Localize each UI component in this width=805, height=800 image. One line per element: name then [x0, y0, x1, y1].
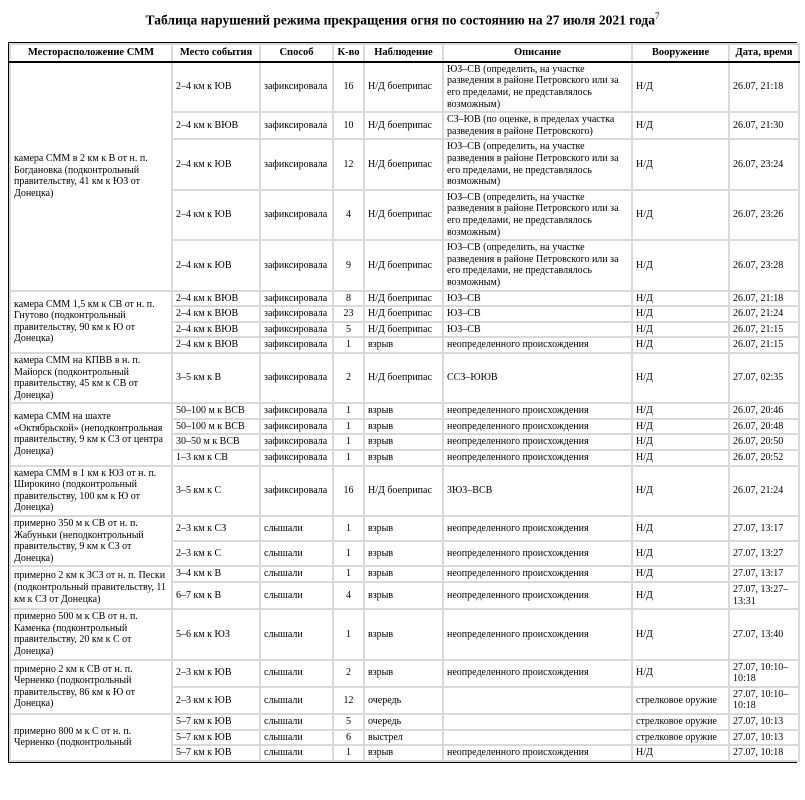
count-cell: 16	[333, 62, 364, 112]
observation-cell: взрыв	[364, 660, 443, 687]
weapon-cell: Н/Д	[632, 434, 729, 450]
table-row	[10, 714, 799, 730]
observation-cell: взрыв	[364, 566, 443, 582]
observation-cell: взрыв	[364, 609, 443, 659]
method-cell: зафиксировала	[260, 450, 333, 466]
observation-cell: Н/Д боеприпас	[364, 306, 443, 322]
table-row	[10, 609, 799, 659]
place-cell: 2–3 км к С	[172, 541, 260, 566]
observation-cell: очередь	[364, 687, 443, 714]
datetime-cell: 26.07, 20:52	[729, 450, 799, 466]
datetime-cell: 26.07, 23:28	[729, 240, 799, 290]
description-cell: неопределенного происхождения	[443, 434, 632, 450]
description-cell: ЮЗ–СВ (определить, на участке разведения в районе Петровского или за его пределами, не представлялось возможным)	[443, 62, 632, 112]
method-cell: слышали	[260, 516, 333, 541]
count-cell: 1	[333, 541, 364, 566]
method-cell: зафиксировала	[260, 353, 333, 403]
table-row	[10, 353, 799, 403]
datetime-cell: 26.07, 21:15	[729, 322, 799, 338]
method-cell: зафиксировала	[260, 306, 333, 322]
method-cell: зафиксировала	[260, 139, 333, 189]
place-cell: 5–6 км к ЮЗ	[172, 609, 260, 659]
weapon-cell: Н/Д	[632, 62, 729, 112]
weapon-cell: Н/Д	[632, 306, 729, 322]
datetime-cell: 27.07, 10:13	[729, 730, 799, 746]
table-row	[10, 516, 799, 541]
datetime-cell: 26.07, 21:15	[729, 337, 799, 353]
table-row	[10, 660, 799, 687]
place-cell: 50–100 м к ВСВ	[172, 419, 260, 435]
weapon-cell: Н/Д	[632, 139, 729, 189]
weapon-cell: Н/Д	[632, 566, 729, 582]
count-cell: 1	[333, 419, 364, 435]
column-header-location: Месторасположение СММ	[10, 44, 172, 62]
datetime-cell: 27.07, 10:10–10:18	[729, 687, 799, 714]
datetime-cell: 26.07, 20:46	[729, 403, 799, 419]
description-cell: ЮЗ–СВ	[443, 306, 632, 322]
place-cell: 2–3 км к ЮВ	[172, 687, 260, 714]
violations-table	[9, 43, 800, 762]
method-cell: слышали	[260, 730, 333, 746]
datetime-cell: 27.07, 10:13	[729, 714, 799, 730]
datetime-cell: 26.07, 21:18	[729, 291, 799, 307]
place-cell: 3–5 км к В	[172, 353, 260, 403]
description-cell	[443, 687, 632, 714]
column-header-place: Место события	[172, 44, 260, 62]
place-cell: 2–4 км к ВЮВ	[172, 306, 260, 322]
datetime-cell: 27.07, 13:17	[729, 566, 799, 582]
count-cell: 6	[333, 730, 364, 746]
method-cell: зафиксировала	[260, 419, 333, 435]
description-cell: неопределенного происхождения	[443, 541, 632, 566]
table-row	[10, 62, 799, 112]
datetime-cell: 26.07, 20:50	[729, 434, 799, 450]
description-cell: неопределенного происхождения	[443, 337, 632, 353]
count-cell: 8	[333, 291, 364, 307]
datetime-cell: 26.07, 21:24	[729, 466, 799, 516]
title-footnote-ref: 7	[654, 11, 660, 21]
location-cell: камера СММ в 2 км к В от н. п. Богдановка (подконтрольный правительству, 41 км к ЮЗ от Донецка)	[10, 62, 172, 291]
description-cell: ЮЗ–СВ (определить, на участке разведения в районе Петровского или за его пределами, не представлялось возможным)	[443, 240, 632, 290]
weapon-cell: Н/Д	[632, 291, 729, 307]
place-cell: 2–3 км к СЗ	[172, 516, 260, 541]
location-cell: примерно 2 км к ЗСЗ от н. п. Пески (подконтрольный правительству, 11 км к СЗ от Донецка)	[10, 566, 172, 609]
description-cell: неопределенного происхождения	[443, 419, 632, 435]
observation-cell: выстрел	[364, 730, 443, 746]
description-cell: ЮЗ–СВ (определить, на участке разведения в районе Петровского или за его пределами, не представлялось возможным)	[443, 190, 632, 240]
method-cell: зафиксировала	[260, 62, 333, 112]
method-cell: зафиксировала	[260, 322, 333, 338]
column-header-weapon: Вооружение	[632, 44, 729, 62]
method-cell: слышали	[260, 714, 333, 730]
count-cell: 5	[333, 714, 364, 730]
title-text: Таблица нарушений режима прекращения огня по состоянию на 27 июля 2021 года	[145, 12, 655, 28]
description-cell: неопределенного происхождения	[443, 450, 632, 466]
method-cell: слышали	[260, 660, 333, 687]
weapon-cell: Н/Д	[632, 337, 729, 353]
description-cell	[443, 714, 632, 730]
method-cell: слышали	[260, 687, 333, 714]
location-cell: примерно 2 км к СВ от н. п. Черненко (подконтрольный правительству, 86 км к Ю от Донецка)	[10, 660, 172, 714]
datetime-cell: 27.07, 13:27–13:31	[729, 582, 799, 609]
place-cell: 3–4 км к В	[172, 566, 260, 582]
observation-cell: взрыв	[364, 516, 443, 541]
weapon-cell: Н/Д	[632, 240, 729, 290]
location-cell: камера СММ в 1 км к ЮЗ от н. п. Широкино (подконтрольный правительству, 100 км к Ю от Донецка)	[10, 466, 172, 516]
place-cell: 5–7 км к ЮВ	[172, 714, 260, 730]
description-cell: ЮЗ–СВ (определить, на участке разведения в районе Петровского или за его пределами, не представлялось возможным)	[443, 139, 632, 189]
page-title	[6, 11, 799, 29]
count-cell: 2	[333, 660, 364, 687]
violations-table-container	[8, 42, 797, 763]
place-cell: 30–50 м к ВСВ	[172, 434, 260, 450]
count-cell: 1	[333, 434, 364, 450]
observation-cell: Н/Д боеприпас	[364, 353, 443, 403]
observation-cell: взрыв	[364, 541, 443, 566]
method-cell: слышали	[260, 609, 333, 659]
observation-cell: Н/Д боеприпас	[364, 240, 443, 290]
weapon-cell: Н/Д	[632, 112, 729, 139]
description-cell	[443, 730, 632, 746]
method-cell: слышали	[260, 541, 333, 566]
place-cell: 5–7 км к ЮВ	[172, 730, 260, 746]
location-cell: камера СММ 1,5 км к СВ от н. п. Гнутово (подконтрольный правительству, 90 км к Ю от Донецка)	[10, 291, 172, 353]
datetime-cell: 27.07, 13:17	[729, 516, 799, 541]
place-cell: 2–4 км к ВЮВ	[172, 322, 260, 338]
table-row	[10, 466, 799, 516]
description-cell: СЗ–ЮВ (по оценке, в пределах участка разведения в районе Петровского)	[443, 112, 632, 139]
count-cell: 23	[333, 306, 364, 322]
observation-cell: взрыв	[364, 337, 443, 353]
method-cell: зафиксировала	[260, 403, 333, 419]
weapon-cell: стрелковое оружие	[632, 687, 729, 714]
table-row	[10, 291, 799, 307]
count-cell: 5	[333, 322, 364, 338]
count-cell: 4	[333, 190, 364, 240]
method-cell: зафиксировала	[260, 240, 333, 290]
method-cell: зафиксировала	[260, 112, 333, 139]
count-cell: 1	[333, 403, 364, 419]
observation-cell: очередь	[364, 714, 443, 730]
datetime-cell: 27.07, 13:40	[729, 609, 799, 659]
weapon-cell: Н/Д	[632, 541, 729, 566]
place-cell: 1–3 км к СВ	[172, 450, 260, 466]
observation-cell: взрыв	[364, 419, 443, 435]
weapon-cell: Н/Д	[632, 582, 729, 609]
column-header-method: Способ	[260, 44, 333, 62]
weapon-cell: Н/Д	[632, 660, 729, 687]
place-cell: 6–7 км к В	[172, 582, 260, 609]
datetime-cell: 27.07, 02:35	[729, 353, 799, 403]
method-cell: слышали	[260, 745, 333, 761]
count-cell: 10	[333, 112, 364, 139]
observation-cell: Н/Д боеприпас	[364, 190, 443, 240]
observation-cell: Н/Д боеприпас	[364, 112, 443, 139]
description-cell: неопределенного происхождения	[443, 403, 632, 419]
observation-cell: взрыв	[364, 434, 443, 450]
location-cell: камера СММ на КПВВ в н. п. Майорск (подконтрольный правительству, 45 км к СВ от Донецка)	[10, 353, 172, 403]
weapon-cell: Н/Д	[632, 745, 729, 761]
weapon-cell: Н/Д	[632, 466, 729, 516]
datetime-cell: 26.07, 21:30	[729, 112, 799, 139]
observation-cell: Н/Д боеприпас	[364, 466, 443, 516]
count-cell: 1	[333, 450, 364, 466]
place-cell: 2–3 км к ЮВ	[172, 660, 260, 687]
observation-cell: Н/Д боеприпас	[364, 291, 443, 307]
location-cell: камера СММ на шахте «Октябрьской» (неподконтрольная правительству, 9 км к СЗ от центра Донецка)	[10, 403, 172, 465]
description-cell: неопределенного происхождения	[443, 745, 632, 761]
count-cell: 16	[333, 466, 364, 516]
count-cell: 2	[333, 353, 364, 403]
location-cell: примерно 500 м к СВ от н. п. Каменка (подконтрольный правительству, 20 км к С от Донецка)	[10, 609, 172, 659]
column-header-observation: Наблюдение	[364, 44, 443, 62]
description-cell: ЗЮЗ–ВСВ	[443, 466, 632, 516]
observation-cell: Н/Д боеприпас	[364, 139, 443, 189]
count-cell: 12	[333, 687, 364, 714]
datetime-cell: 26.07, 21:24	[729, 306, 799, 322]
table-row	[10, 566, 799, 582]
weapon-cell: стрелковое оружие	[632, 730, 729, 746]
place-cell: 2–4 км к ЮВ	[172, 190, 260, 240]
observation-cell: взрыв	[364, 582, 443, 609]
place-cell: 50–100 м к ВСВ	[172, 403, 260, 419]
place-cell: 2–4 км к ВЮВ	[172, 337, 260, 353]
description-cell: неопределенного происхождения	[443, 660, 632, 687]
observation-cell: взрыв	[364, 403, 443, 419]
count-cell: 4	[333, 582, 364, 609]
description-cell: ССЗ–ЮЮВ	[443, 353, 632, 403]
count-cell: 1	[333, 337, 364, 353]
observation-cell: взрыв	[364, 450, 443, 466]
count-cell: 1	[333, 516, 364, 541]
weapon-cell: Н/Д	[632, 609, 729, 659]
datetime-cell: 27.07, 13:27	[729, 541, 799, 566]
datetime-cell: 26.07, 20:48	[729, 419, 799, 435]
place-cell: 2–4 км к ВЮВ	[172, 112, 260, 139]
location-cell: примерно 350 м к СВ от н. п. Жабуньки (неподконтрольный правительству, 9 км к СЗ от Донецка)	[10, 516, 172, 566]
count-cell: 9	[333, 240, 364, 290]
location-cell: примерно 800 м к С от н. п. Черненко (подконтрольный	[10, 714, 172, 761]
method-cell: зафиксировала	[260, 190, 333, 240]
weapon-cell: Н/Д	[632, 190, 729, 240]
weapon-cell: Н/Д	[632, 419, 729, 435]
place-cell: 2–4 км к ВЮВ	[172, 291, 260, 307]
column-header-datetime: Дата, время	[729, 44, 799, 62]
weapon-cell: Н/Д	[632, 403, 729, 419]
count-cell: 1	[333, 609, 364, 659]
description-cell: неопределенного происхождения	[443, 609, 632, 659]
datetime-cell: 27.07, 10:18	[729, 745, 799, 761]
weapon-cell: Н/Д	[632, 353, 729, 403]
place-cell: 3–5 км к С	[172, 466, 260, 516]
table-header-row	[10, 44, 799, 62]
weapon-cell: Н/Д	[632, 450, 729, 466]
place-cell: 2–4 км к ЮВ	[172, 139, 260, 189]
description-cell: ЮЗ–СВ	[443, 291, 632, 307]
description-cell: неопределенного происхождения	[443, 566, 632, 582]
column-header-description: Описание	[443, 44, 632, 62]
place-cell: 2–4 км к ЮВ	[172, 62, 260, 112]
weapon-cell: Н/Д	[632, 322, 729, 338]
datetime-cell: 26.07, 23:24	[729, 139, 799, 189]
count-cell: 1	[333, 745, 364, 761]
description-cell: неопределенного происхождения	[443, 582, 632, 609]
place-cell: 5–7 км к ЮВ	[172, 745, 260, 761]
observation-cell: Н/Д боеприпас	[364, 62, 443, 112]
datetime-cell: 26.07, 21:18	[729, 62, 799, 112]
count-cell: 12	[333, 139, 364, 189]
table-row	[10, 403, 799, 419]
datetime-cell: 26.07, 23:26	[729, 190, 799, 240]
method-cell: слышали	[260, 566, 333, 582]
weapon-cell: стрелковое оружие	[632, 714, 729, 730]
datetime-cell: 27.07, 10:10–10:18	[729, 660, 799, 687]
method-cell: слышали	[260, 582, 333, 609]
description-cell: неопределенного происхождения	[443, 516, 632, 541]
method-cell: зафиксировала	[260, 337, 333, 353]
method-cell: зафиксировала	[260, 466, 333, 516]
place-cell: 2–4 км к ЮВ	[172, 240, 260, 290]
column-header-count: К-во	[333, 44, 364, 62]
observation-cell: взрыв	[364, 745, 443, 761]
method-cell: зафиксировала	[260, 291, 333, 307]
count-cell: 1	[333, 566, 364, 582]
weapon-cell: Н/Д	[632, 516, 729, 541]
description-cell: ЮЗ–СВ	[443, 322, 632, 338]
observation-cell: Н/Д боеприпас	[364, 322, 443, 338]
method-cell: зафиксировала	[260, 434, 333, 450]
